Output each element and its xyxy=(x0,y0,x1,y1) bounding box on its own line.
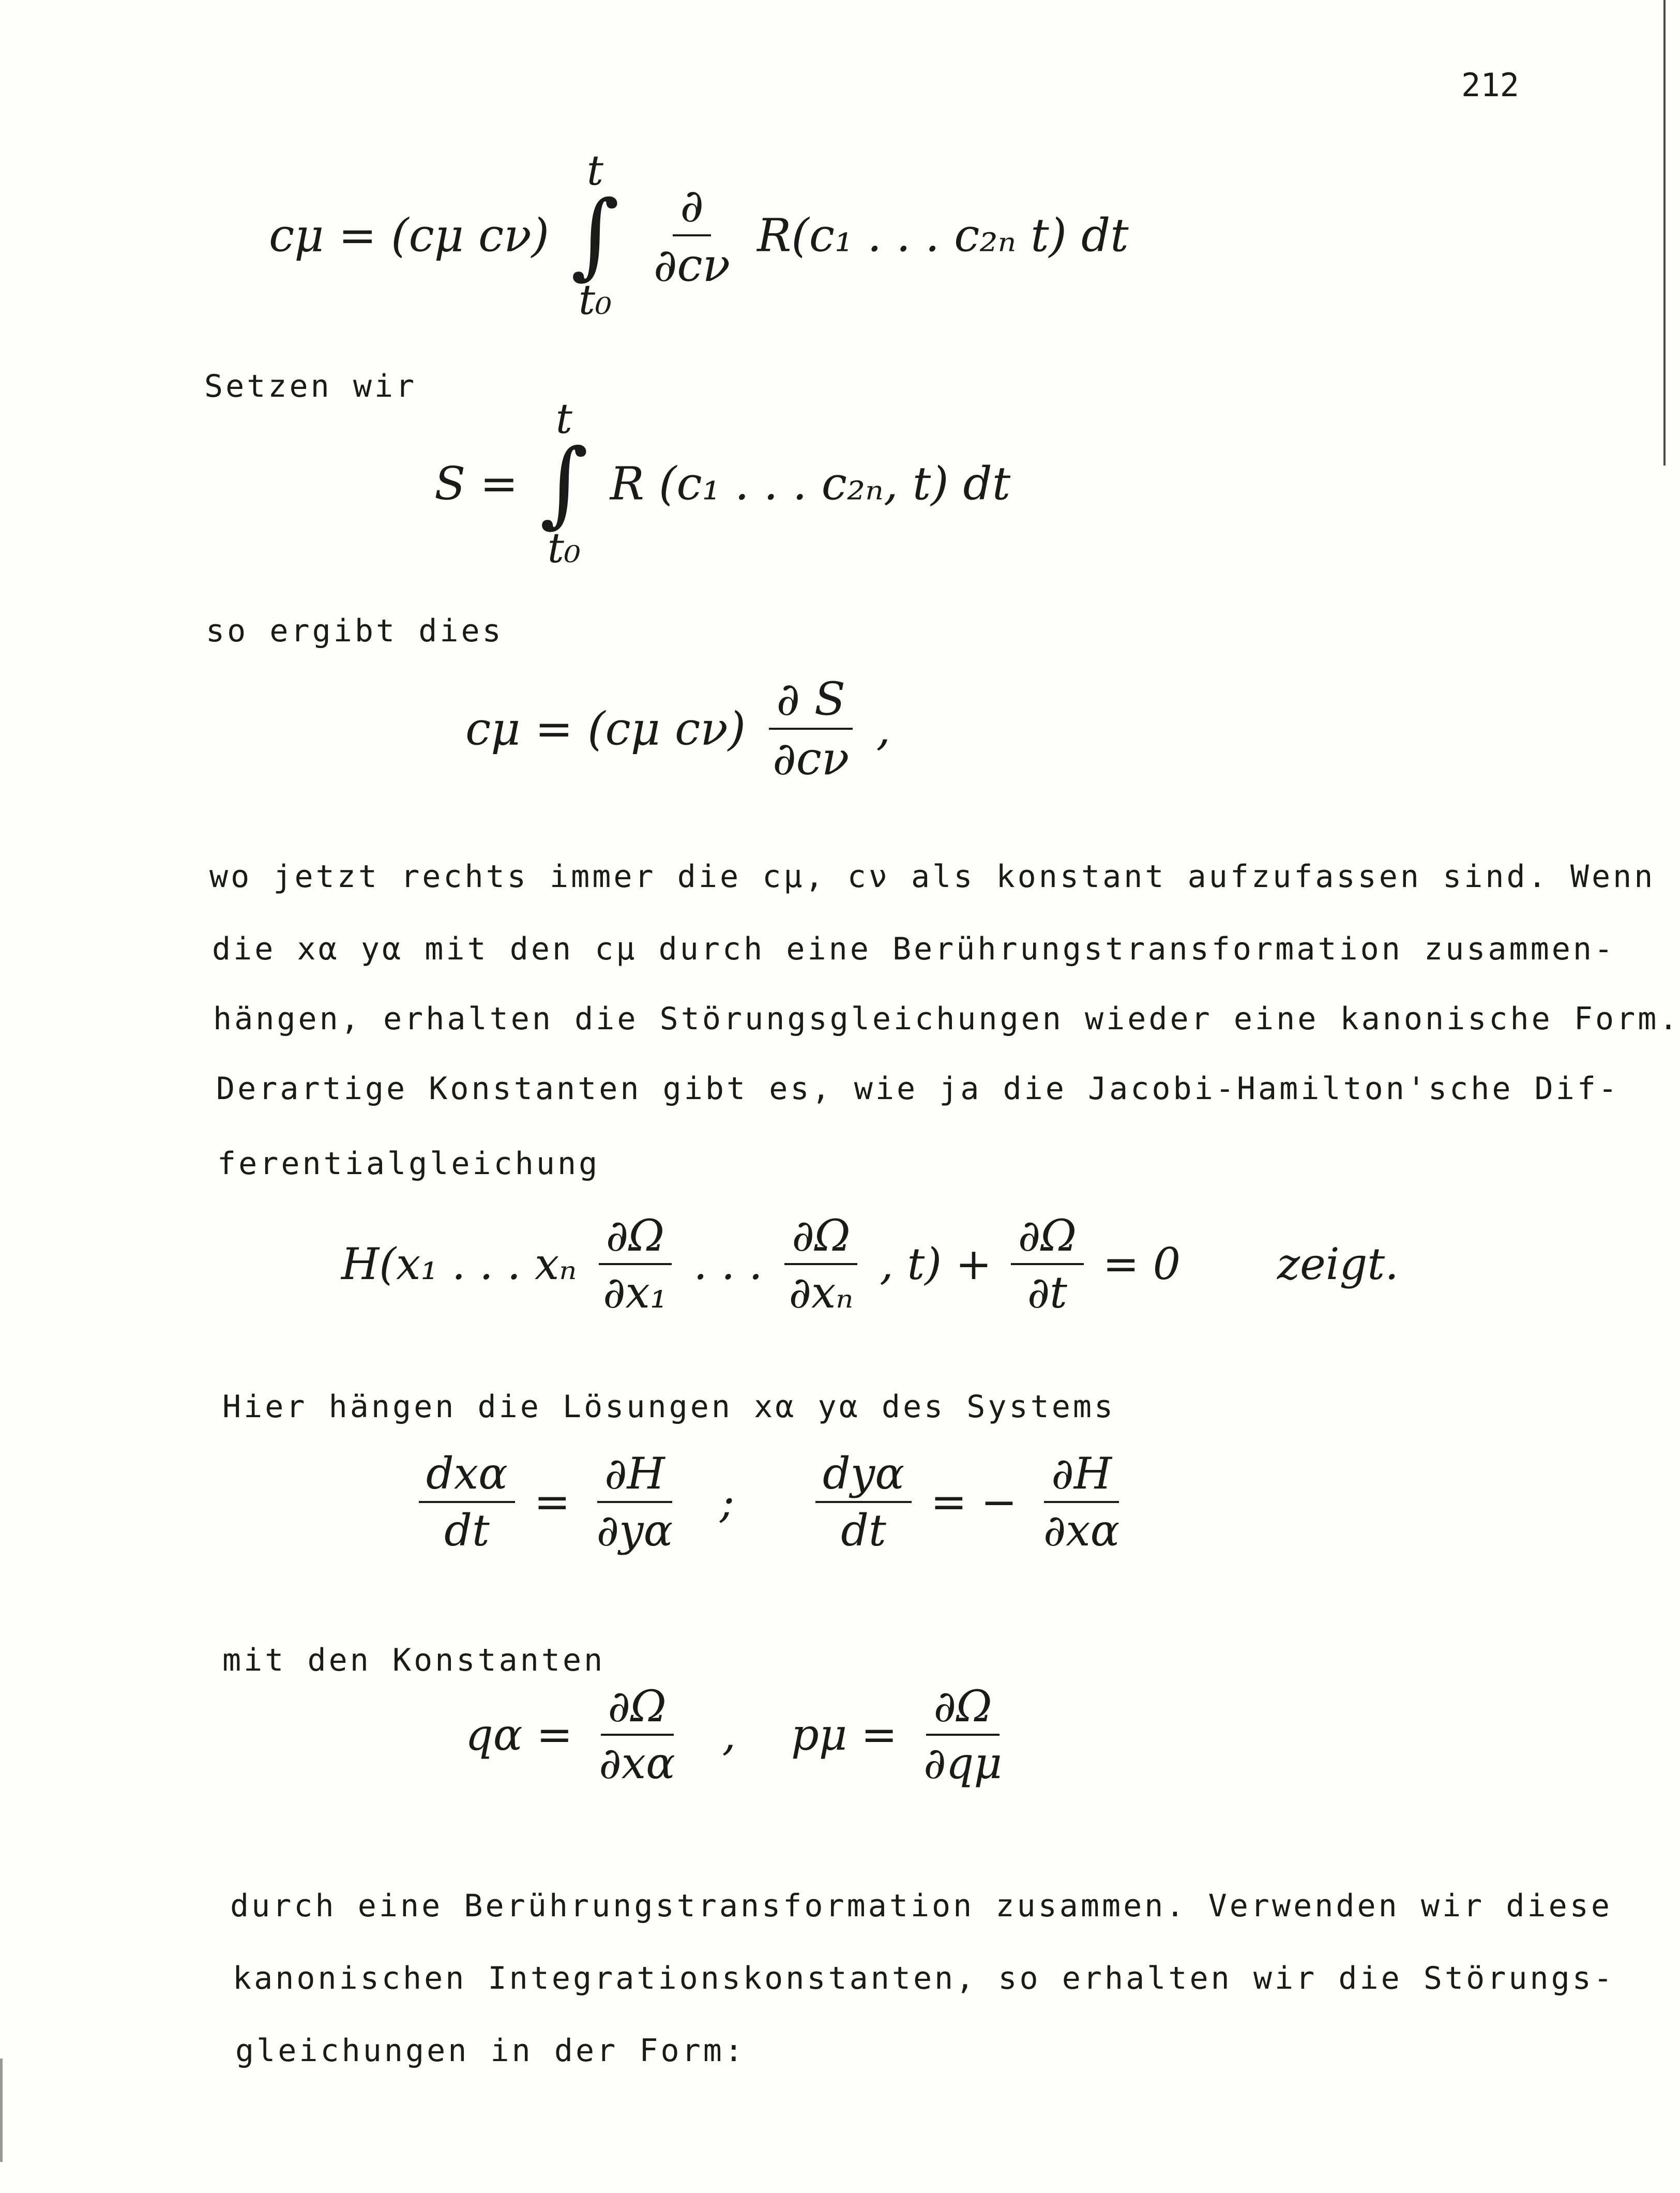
eq4-frac2-den: ∂xₙ xyxy=(789,1267,854,1318)
eq2-lower-limit: t₀ xyxy=(547,524,581,572)
eq4-frac1-num: ∂Ω xyxy=(599,1210,672,1265)
para2-line2: kanonischen Integrationskonstanten, so erhalten wir die Störungs- xyxy=(233,1960,1615,1996)
eq5-frac-d-num: ∂H xyxy=(1044,1448,1119,1503)
para1-line5: ferentialgleichung xyxy=(217,1146,600,1182)
eq4-frac1 xyxy=(596,1210,674,1318)
eq6-frac-p-den: ∂qμ xyxy=(924,1738,1002,1789)
eq5-eq-c: = − xyxy=(930,1477,1018,1527)
eq5-frac-b-den: ∂yα xyxy=(596,1505,673,1556)
eq5-frac-d-den: ∂xα xyxy=(1043,1505,1120,1556)
para1-line4: Derartige Konstanten gibt es, wie ja die Jacobi-Hamilton'sche Dif- xyxy=(216,1071,1620,1107)
eq6-sep: , xyxy=(722,1709,736,1760)
eq3-derivative xyxy=(765,672,856,785)
eq5-frac-c-num: dyα xyxy=(815,1448,912,1503)
eq3-lhs: cμ = xyxy=(465,702,573,756)
eq4-frac3-den: ∂t xyxy=(1027,1267,1067,1318)
eq2-integrand: R (c₁ . . . c₂ₙ, t) dt xyxy=(610,457,1011,510)
para1-line2: die xα yα mit den cμ durch eine Berührungstransformation zusammen- xyxy=(212,931,1616,967)
equation-3 xyxy=(465,672,890,785)
para1-line1: wo jetzt rechts immer die cμ, cν als konstant aufzufassen sind. Wenn xyxy=(209,859,1656,895)
text-hier-haengen: Hier hängen die Lösungen xα yα des Systems xyxy=(222,1389,1116,1425)
eq5-frac-d xyxy=(1036,1448,1127,1556)
eq1-derivative-den: ∂cν xyxy=(653,238,731,292)
equation-2 xyxy=(434,395,1011,572)
eq1-lhs: cμ = xyxy=(269,208,377,262)
eq5-frac-a xyxy=(419,1448,515,1556)
eq5-frac-a-num: dxα xyxy=(419,1448,515,1503)
eq5-frac-c-den: dt xyxy=(841,1505,886,1556)
eq4-frac2-num: ∂Ω xyxy=(784,1210,857,1265)
eq5-frac-b-num: ∂H xyxy=(597,1448,672,1503)
para2-line1: durch eine Berührungstransformation zusammen. Verwenden wir diese xyxy=(230,1888,1612,1924)
eq1-lower-limit: t₀ xyxy=(578,276,612,324)
eq1-integral xyxy=(571,146,619,324)
eq4-frac1-den: ∂x₁ xyxy=(603,1267,668,1318)
integral-sign: ∫ xyxy=(571,181,619,289)
eq2-upper-limit: t xyxy=(555,395,572,443)
equation-5 xyxy=(414,1448,1132,1556)
integral-sign: ∫ xyxy=(539,429,588,537)
eq1-integrand: R(c₁ . . . c₂ₙ t) dt xyxy=(757,208,1129,262)
para1-line3: hängen, erhalten die Störungsgleichungen wieder eine kanonische Form. xyxy=(213,1001,1680,1037)
equation-6 xyxy=(465,1681,1015,1789)
eq3-factor: (cμ cν) xyxy=(587,702,746,756)
eq2-integral xyxy=(539,395,588,572)
eq3-tail: , xyxy=(876,702,891,756)
eq4-frac3-num: ∂Ω xyxy=(1011,1210,1084,1265)
scan-left-mark xyxy=(0,2059,3,2162)
eq1-upper-limit: t xyxy=(586,146,604,194)
eq4-mid: . . . xyxy=(693,1239,763,1289)
eq4-frac3 xyxy=(1011,1210,1084,1318)
eq1-factor: (cμ cν) xyxy=(391,208,550,262)
eq4-frac2 xyxy=(782,1210,861,1318)
eq4-part1: H(x₁ . . . xₙ xyxy=(341,1239,577,1289)
page-number: 212 xyxy=(1461,66,1519,104)
eq5-eq-a: = xyxy=(534,1477,570,1527)
text-setzen-wir: Setzen wir xyxy=(204,368,417,404)
text-so-ergibt-dies: so ergibt dies xyxy=(206,613,504,649)
eq5-sep: ; xyxy=(720,1477,735,1527)
text-mit-den-konstanten: mit den Konstanten xyxy=(222,1642,606,1678)
eq5-frac-a-den: dt xyxy=(444,1505,490,1556)
eq6-frac-q-den: ∂xα xyxy=(599,1738,675,1789)
eq1-derivative-num: ∂ xyxy=(673,179,711,236)
eq6-frac-p-num: ∂Ω xyxy=(926,1681,999,1736)
eq3-derivative-den: ∂cν xyxy=(773,732,850,785)
eq3-derivative-num: ∂ S xyxy=(769,672,853,730)
equation-4 xyxy=(341,1210,1399,1318)
eq5-frac-b xyxy=(589,1448,680,1556)
eq6-q-lhs: qα = xyxy=(465,1709,573,1760)
eq6-frac-q-num: ∂Ω xyxy=(601,1681,674,1736)
para2-line3: gleichungen in der Form: xyxy=(235,2033,746,2069)
eq5-frac-c xyxy=(815,1448,912,1556)
eq1-derivative xyxy=(646,179,737,292)
eq4-zeigt: zeigt. xyxy=(1277,1239,1399,1289)
eq4-part3: = 0 xyxy=(1102,1239,1181,1289)
eq6-p-lhs: pμ = xyxy=(791,1709,898,1760)
eq4-part2: , t) + xyxy=(880,1239,992,1289)
eq6-frac-q xyxy=(592,1681,683,1789)
equation-1 xyxy=(269,146,1129,324)
eq6-frac-p xyxy=(916,1681,1009,1789)
eq2-lhs: S = xyxy=(434,457,518,510)
scan-edge-line xyxy=(1663,0,1666,465)
